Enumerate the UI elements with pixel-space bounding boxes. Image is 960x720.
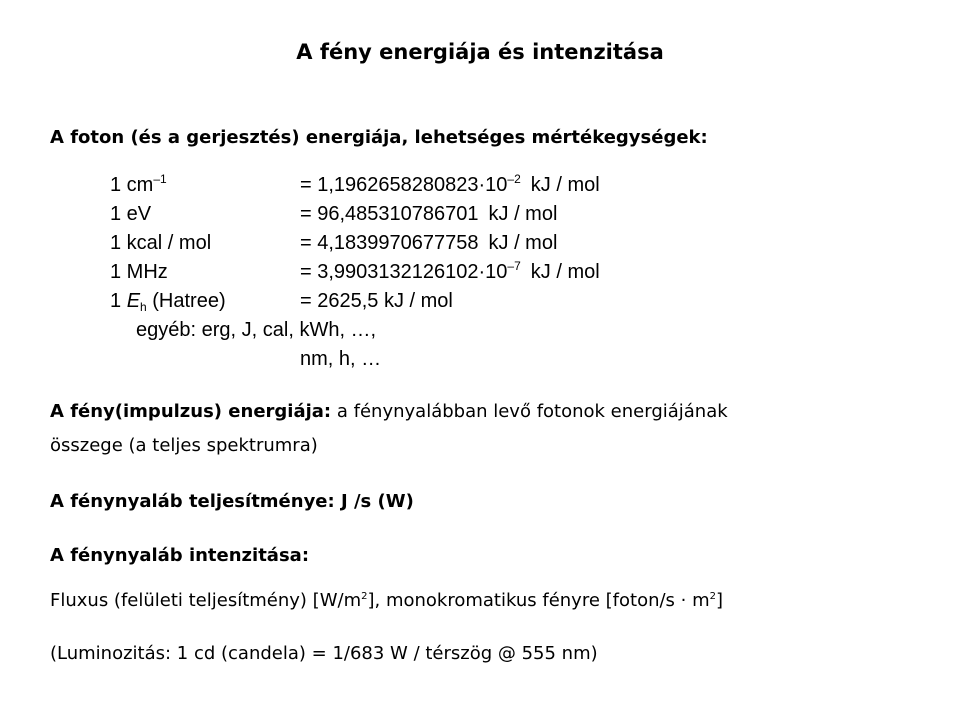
light-energy-paragraph xyxy=(50,401,728,422)
unit-value: = $1,1962658280823\cdot 10^{-2}$ kJ / mol xyxy=(300,172,600,196)
unit-row-kcal xyxy=(110,232,710,258)
unit-name: 1 $cm^{-1}$ xyxy=(110,172,167,196)
unit-value: = 2625,5 kJ / mol xyxy=(300,290,453,312)
light-energy-text2: összege (a teljes spektrumra) xyxy=(50,435,318,456)
other-units-label: egyéb: xyxy=(136,319,197,341)
other-units-list2: nm, h, … xyxy=(300,348,382,370)
unit-name: 1 kcal / mol xyxy=(110,232,212,254)
unit-name: 1 $E_h$ (Hatree) xyxy=(110,290,226,314)
beam-power-line: A fénynyaláb teljesítménye: J /s (W) xyxy=(50,491,414,512)
unit-value: = 4,1839970677758 kJ / mol xyxy=(300,232,558,254)
unit-row-ev xyxy=(110,203,710,229)
unit-row-hartree xyxy=(110,290,710,316)
unit-name: 1 MHz xyxy=(110,261,168,283)
luminosity-line: (Luminozitás: 1 cd (candela) = 1/683 W / térszög @ 555 nm) xyxy=(50,643,598,664)
flux-line: Fluxus (felületi teljesítmény) $[W/m^2]$, monokromatikus fényre [foton/s · $m^2$] xyxy=(50,590,724,611)
other-units-line1 xyxy=(136,319,536,345)
beam-intensity-heading: A fénynyaláb intenzitása: xyxy=(50,545,310,566)
light-energy-text1: a fénynyalábban levő fotonok energiájának xyxy=(336,401,728,422)
unit-name: 1 eV xyxy=(110,203,152,225)
light-energy-heading: A fény(impulzus) energiája: xyxy=(50,401,332,422)
page-title: A fény energiája és intenzitása xyxy=(296,40,664,64)
energy-units-heading: A foton (és a gerjesztés) energiája, lehetséges mértékegységek: xyxy=(50,127,708,148)
other-units-line2 xyxy=(300,348,600,374)
unit-row-mhz xyxy=(110,261,710,287)
unit-row-cm xyxy=(110,174,710,200)
unit-value: = $3,9903132126102\cdot 10^{-7}$ kJ / mol xyxy=(300,259,600,283)
other-units-list1: erg, J, cal, kWh, …, xyxy=(201,319,377,341)
unit-value: = 96,485310786701 kJ / mol xyxy=(300,203,558,225)
